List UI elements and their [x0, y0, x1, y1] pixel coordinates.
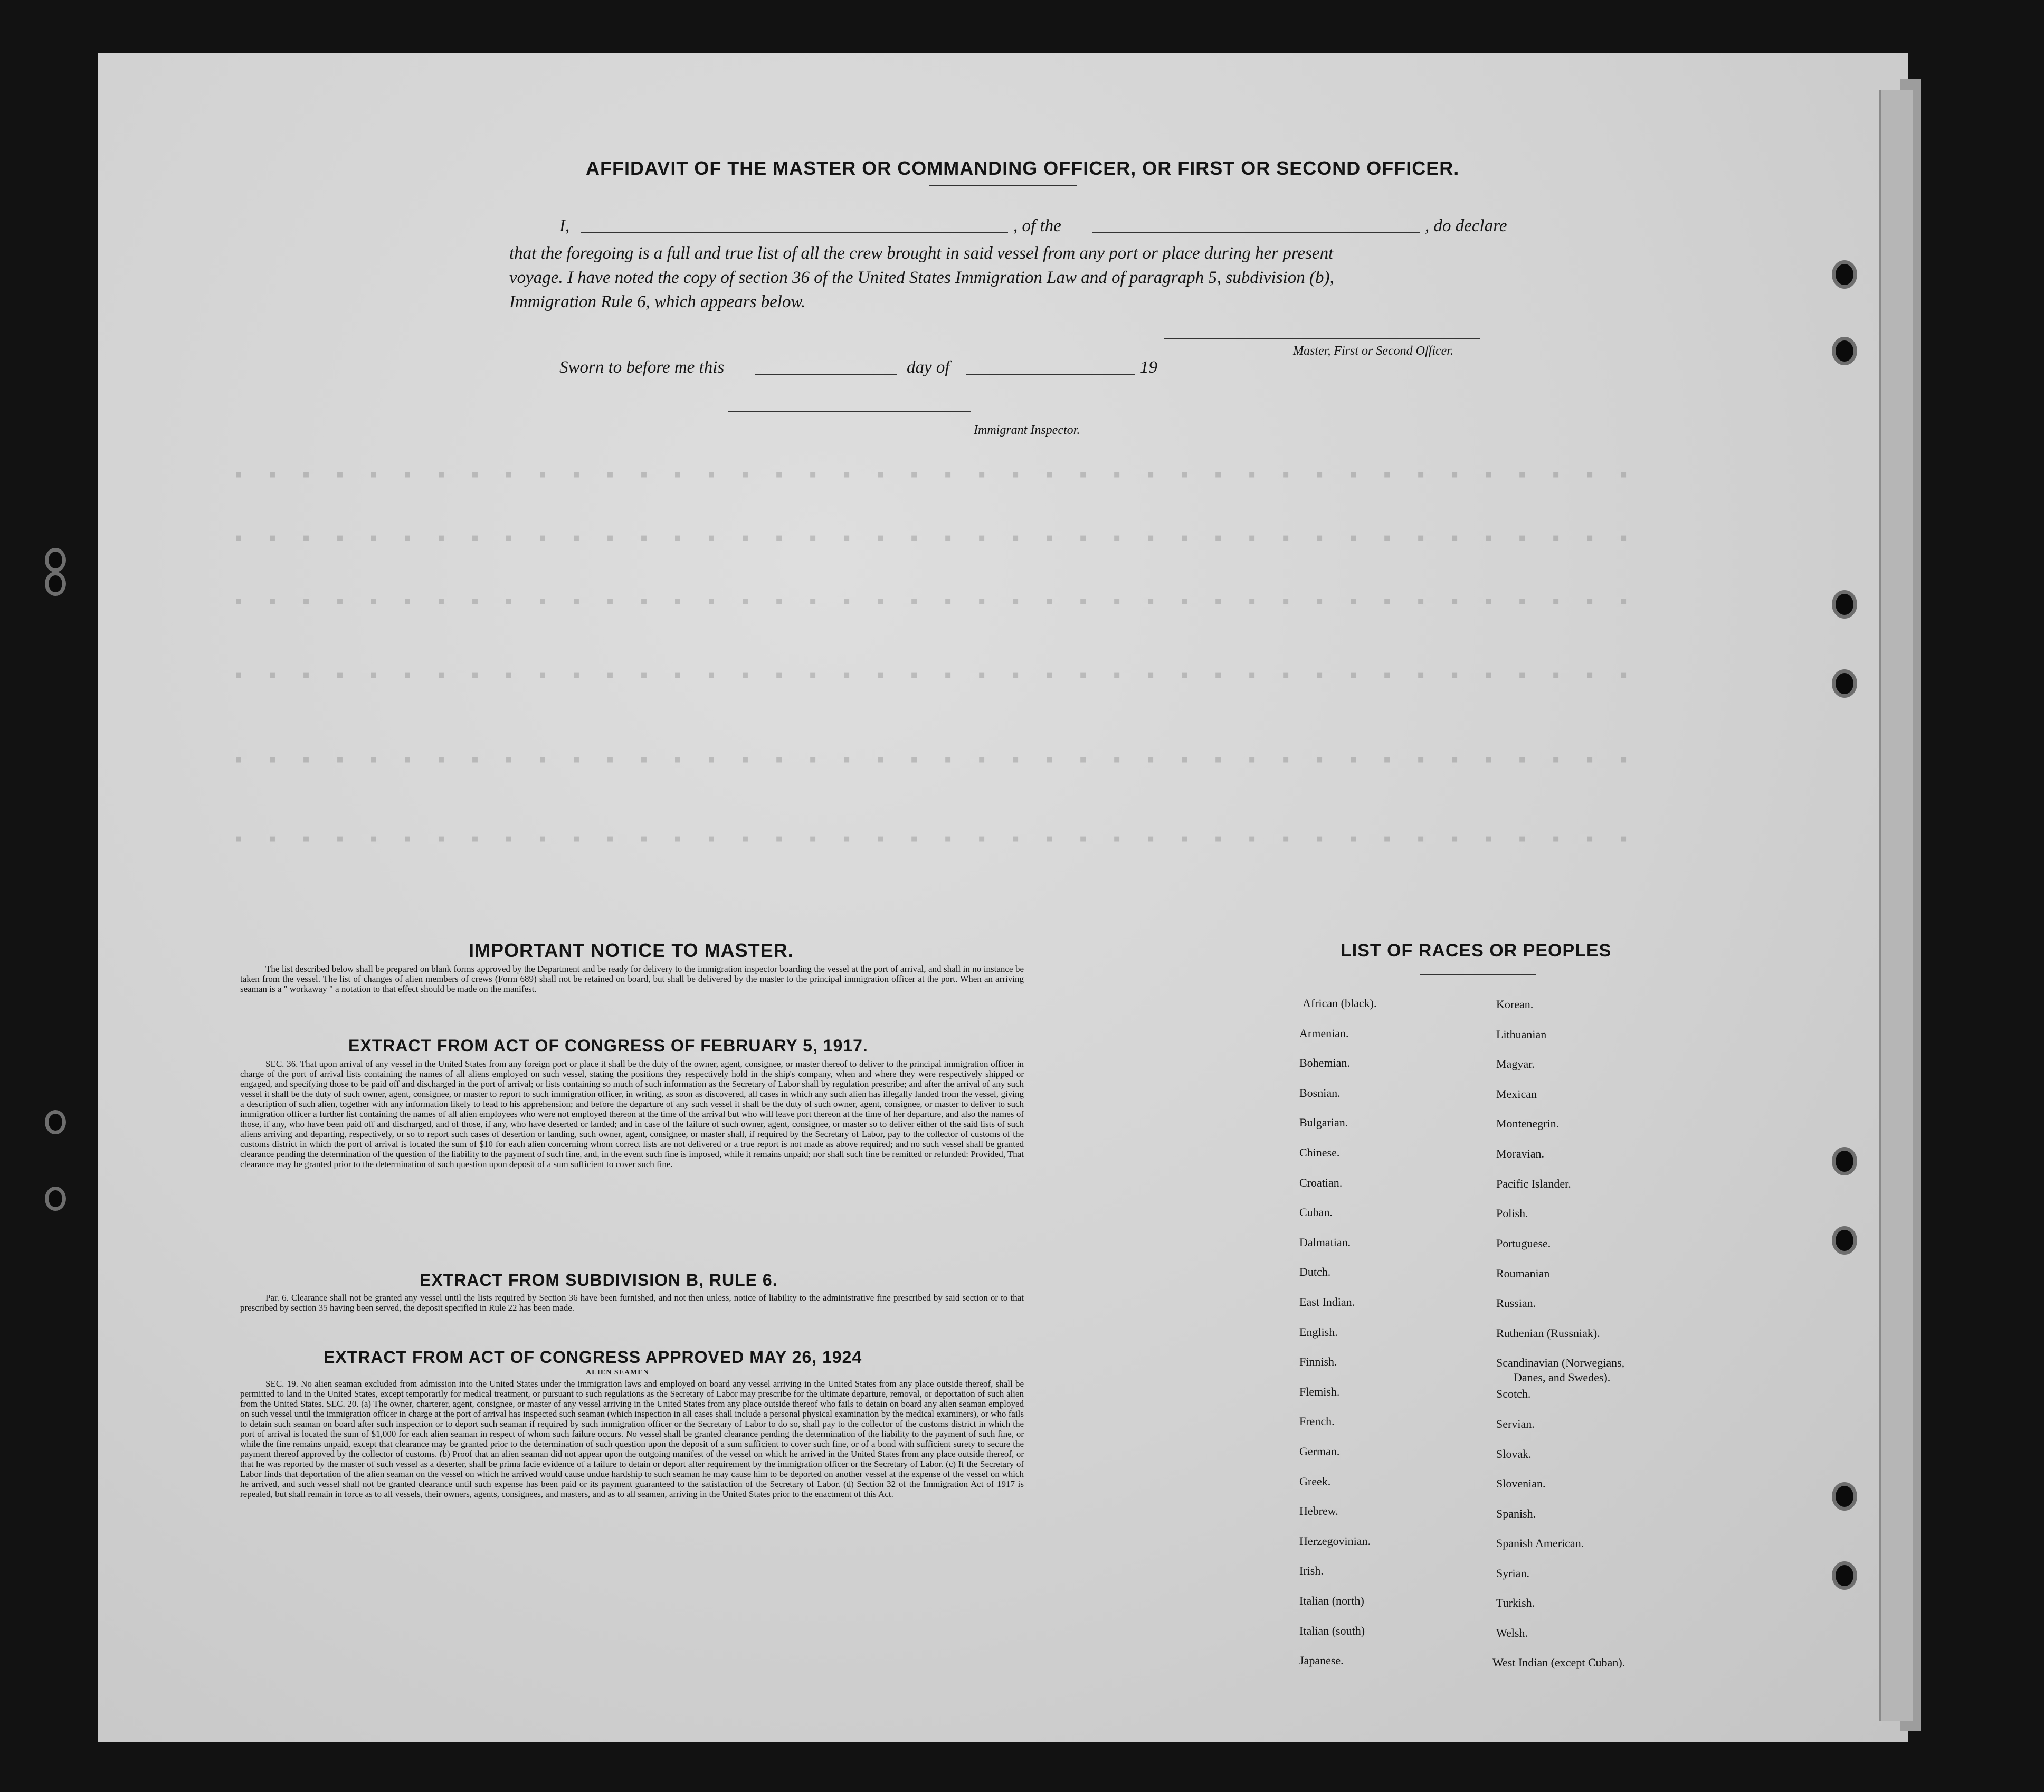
extract-rule6-body: Par. 6. Clearance shall not be granted any vessel until the lists required by Section 36 have been furnished, and not then unless, notice of liability to the administrative fine prescribed by said section or to that prescribed by section 35 having been served, the deposit specified in Rule 22 has been made.: [240, 1293, 1024, 1313]
race-item: Chinese.: [1299, 1146, 1340, 1159]
vessel-blank[interactable]: [1092, 232, 1420, 233]
affidavit-title: AFFIDAVIT OF THE MASTER OR COMMANDING OFFICER, OR FIRST OR SECOND OFFICER.: [586, 157, 1460, 179]
binder-hole: [1836, 1151, 1853, 1172]
binder-hole: [1836, 1565, 1853, 1586]
race-item: Italian (south): [1299, 1624, 1365, 1637]
affidavit-line-1: that the foregoing is a full and true list of all the crew brought in said vessel from any port or place during her present: [509, 244, 1334, 263]
race-item: Italian (north): [1299, 1594, 1364, 1607]
race-item: Croatian.: [1299, 1175, 1343, 1189]
affidavit-line-2: voyage. I have noted the copy of section 36 of the United States Immigration Law and of paragraph 5, subdivision (b),: [509, 268, 1334, 287]
race-item: Herzegovinian.: [1299, 1534, 1371, 1548]
sworn-text: Sworn to before me this: [559, 358, 725, 377]
binder-hole: [49, 575, 62, 592]
race-item: West Indian (except Cuban).: [1492, 1656, 1625, 1669]
name-blank[interactable]: [581, 232, 1008, 233]
race-item: Bohemian.: [1299, 1056, 1350, 1070]
race-item: Bulgarian.: [1299, 1116, 1348, 1130]
race-item: French.: [1299, 1415, 1335, 1428]
race-item: Scotch.: [1496, 1387, 1531, 1400]
binder-hole: [49, 552, 62, 568]
master-label: Master, First or Second Officer.: [1293, 344, 1453, 358]
race-item: Dutch.: [1299, 1265, 1331, 1279]
day-of-text: day of: [907, 358, 950, 377]
race-item: Irish.: [1299, 1564, 1324, 1578]
race-item: Scandinavian (Norwegians,: [1496, 1356, 1625, 1369]
extract-1917-title: EXTRACT FROM ACT OF CONGRESS OF FEBRUARY 5, 1917.: [348, 1036, 868, 1055]
race-item: Mexican: [1496, 1087, 1537, 1101]
race-item: Greek.: [1299, 1474, 1331, 1488]
binder-hole: [49, 1114, 62, 1131]
extract-1924-subtitle: ALIEN SEAMEN: [586, 1369, 649, 1377]
race-item: Korean.: [1496, 998, 1534, 1011]
extract-1924-body: SEC. 19. No alien seaman excluded from admission into the United States under the immigration laws and employed on board any vessel arriving in the United States from any place outside thereof, shall be permitted to land in the United States, except temporarily for medical treatment, or pursuant to such regulations as the Secretary of Labor may prescribe for the ultimate departure, removal, or deportation of such alien from the United States. SEC. 20. (a) The owner, charterer, agent, consignee, or master of any vessel arriving in the United States from any place outside thereof who fails to detain on board any alien seaman employed on such vessel until the immigration officer in charge at the port of arrival has inspected such seaman (which inspection in all cases shall include a personal physical examination by the medical examiners), or who fails to detain such seaman on board after such inspection or to deport such seaman if required by such immigration officer or the Secretary of Labor to do so, shall pay to the collector of the customs district in which the port of arrival is located the sum of $1,000 for each alien seaman in respect of whom such failure occurs. No vessel shall be granted clearance pending the determination of the liability to the payment of such fine, or while the fine remains unpaid, except that clearance may be granted prior to the determination of such question upon the deposit of a sum sufficient to cover such fine, or of a bond with sufficient surety to secure the payment thereof approved by the collector of customs. (b) Proof that an alien seaman did not appear upon the outgoing manifest of the vessel on which he arrived in the United States from any place outside thereof, or that he was reported by the master of such vessel as a deserter, shall be prima facie evidence of a failure to detain or deport after requirement by the immigration officer or the Secretary of Labor. (c) If the Secretary of Labor finds that deportation of the alien seaman on the vessel on which he arrived would cause undue hardship to such seaman he may cause him to be deported on another vessel at the expense of the vessel on which he arrived, and such vessel shall not be granted clearance until such expense has been paid or its payment guaranteed to the satisfaction of the Secretary of Labor. (d) Section 32 of the Immigration Act of 1917 is repealed, but shall remain in force as to all vessels, their owners, agents, consignees, and masters, and as to all seamen, arriving in the United States prior to the enactment of this Act.: [240, 1379, 1024, 1499]
race-item: English.: [1299, 1325, 1338, 1339]
race-item: Flemish.: [1299, 1385, 1340, 1398]
race-item: Moravian.: [1496, 1147, 1545, 1160]
race-item: East Indian.: [1299, 1295, 1355, 1309]
master-signature-line[interactable]: [1164, 338, 1480, 339]
races-title: LIST OF RACES OR PEOPLES: [1341, 941, 1612, 961]
race-item: Finnish.: [1299, 1355, 1337, 1369]
race-item: Russian.: [1496, 1296, 1536, 1310]
race-item: Montenegrin.: [1496, 1117, 1560, 1130]
extract-rule6-title: EXTRACT FROM SUBDIVISION B, RULE 6.: [420, 1270, 778, 1290]
race-item: Cuban.: [1299, 1206, 1333, 1219]
bleed-through-row: ▪▪▪▪▪▪▪▪▪▪▪▪▪▪▪▪▪▪▪▪▪▪▪▪▪▪▪▪▪▪▪▪▪▪▪▪▪▪▪▪▪▪: [232, 528, 1651, 552]
race-item: Slovak.: [1496, 1447, 1532, 1461]
race-item: Syrian.: [1496, 1567, 1529, 1580]
race-item: Portuguese.: [1496, 1237, 1551, 1250]
binder-hole: [1836, 594, 1853, 615]
extract-1924-title: EXTRACT FROM ACT OF CONGRESS APPROVED MAY 26, 1924: [324, 1348, 862, 1367]
binder-hole: [1836, 1486, 1853, 1507]
inspector-label: Immigrant Inspector.: [974, 423, 1080, 437]
race-item: Ruthenian (Russniak).: [1496, 1326, 1600, 1340]
race-item: Armenian.: [1299, 1026, 1349, 1040]
race-item: Danes, and Swedes).: [1514, 1371, 1611, 1384]
race-item: Dalmatian.: [1299, 1235, 1351, 1249]
affidavit-line-3: Immigration Rule 6, which appears below.: [509, 292, 806, 311]
sworn-month-blank[interactable]: [966, 374, 1135, 375]
race-item: Bosnian.: [1299, 1086, 1341, 1099]
races-title-rule: [1420, 974, 1536, 975]
inspector-signature-line[interactable]: [728, 411, 971, 412]
race-item: Turkish.: [1496, 1596, 1535, 1609]
race-item: Welsh.: [1496, 1626, 1528, 1639]
race-item: Magyar.: [1496, 1057, 1535, 1070]
race-item: Japanese.: [1299, 1654, 1344, 1667]
notice-body: The list described below shall be prepared on blank forms approved by the Department and be ready for delivery to the immigration inspector boarding the vessel at the port of arrival, and shall in no instance be taken from the vessel. The list of changes of alien members of crews (Form 689) shall not be retained on board, but shall be delivered by the master to the principal immigration officer at the port. When an arriving seaman is a " workaway " a notation to that effect should be made on the manifest.: [240, 964, 1024, 994]
affidavit-do-declare: , do declare: [1425, 216, 1507, 235]
bleed-through-row: ▪▪▪▪▪▪▪▪▪▪▪▪▪▪▪▪▪▪▪▪▪▪▪▪▪▪▪▪▪▪▪▪▪▪▪▪▪▪▪▪▪▪: [232, 750, 1651, 773]
race-item: Spanish.: [1496, 1507, 1536, 1520]
binder-hole: [1836, 1230, 1853, 1251]
binder-hole: [1836, 673, 1853, 694]
binder-hole: [1836, 264, 1853, 285]
bleed-through-row: ▪▪▪▪▪▪▪▪▪▪▪▪▪▪▪▪▪▪▪▪▪▪▪▪▪▪▪▪▪▪▪▪▪▪▪▪▪▪▪▪▪▪: [232, 591, 1651, 615]
affidavit-i: I,: [559, 216, 570, 235]
race-item: German.: [1299, 1445, 1340, 1458]
race-item: Polish.: [1496, 1207, 1528, 1220]
race-item: Servian.: [1496, 1417, 1535, 1430]
race-item: African (black).: [1303, 997, 1377, 1010]
race-item: Roumanian: [1496, 1267, 1550, 1280]
race-item: Slovenian.: [1496, 1477, 1546, 1490]
year-text: 19: [1140, 358, 1157, 377]
bleed-through-row: ▪▪▪▪▪▪▪▪▪▪▪▪▪▪▪▪▪▪▪▪▪▪▪▪▪▪▪▪▪▪▪▪▪▪▪▪▪▪▪▪▪▪: [232, 829, 1651, 852]
page-edge: [1879, 90, 1913, 1721]
binder-hole: [1836, 340, 1853, 362]
bleed-through-row: ▪▪▪▪▪▪▪▪▪▪▪▪▪▪▪▪▪▪▪▪▪▪▪▪▪▪▪▪▪▪▪▪▪▪▪▪▪▪▪▪▪▪: [232, 464, 1651, 488]
race-item: Hebrew.: [1299, 1504, 1338, 1518]
race-item: Spanish American.: [1496, 1537, 1584, 1550]
notice-title: IMPORTANT NOTICE TO MASTER.: [469, 940, 794, 961]
extract-1917-body: SEC. 36. That upon arrival of any vessel in the United States from any foreign port or place it shall be the duty of the owner, agent, consignee, or master thereof to deliver to the principal immigration officer in charge of the port of arrival lists containing the names of all aliens employed on such vessel, stating the positions they respectively hold in the ship's company, when and where they were respectively shipped or engaged, and specifying those to be paid off and discharged in the port of arrival; or lists containing so much of such information as the Secretary of Labor shall by regulation prescribe; and after the arrival of any such vessel it shall be the duty of such owner, agent, consignee, or master to report to such immigration officer, in writing, as soon as discovered, all cases in which any such alien has illegally landed from the vessel, giving a description of such alien, together with any information likely to lead to his apprehension; and before the departure of any such vessel it shall be the duty of such owner, agent, consignee, or master to deliver to such immigration officer a further list containing the names of all alien employees who were not employed thereon at the time of the arrival but who will leave port thereon at the time of her departure, and also the names of those, if any, who have been paid off and discharged, and of those, if any, who have deserted or landed; and in case of the failure of such owner, agent, consignee, or master so to deliver either of the said lists of such aliens arriving and departing, respectively, or so to report such cases of desertion or landing, such owner, agent, consignee, or master shall, if required by the Secretary of Labor, pay to the collector of customs of the customs district in which the port of arrival is located the sum of $10 for each alien concerning whom correct lists are not delivered or a true report is not made as above required; and no such vessel shall be granted clearance pending the determination of the question of the liability to the payment of such fine, and, in the event such fine is imposed, while it remains unpaid; nor shall such fine be remitted or refunded: Provided, That clearance may be granted prior to the determination of such question upon deposit of a sum sufficient to cover such fine.: [240, 1059, 1024, 1169]
title-rule: [929, 185, 1077, 186]
sworn-day-blank[interactable]: [755, 374, 897, 375]
race-item: Pacific Islander.: [1496, 1177, 1571, 1190]
race-item: Lithuanian: [1496, 1028, 1547, 1041]
binder-hole: [49, 1190, 62, 1207]
affidavit-of-the: , of the: [1013, 216, 1061, 235]
bleed-through-row: ▪▪▪▪▪▪▪▪▪▪▪▪▪▪▪▪▪▪▪▪▪▪▪▪▪▪▪▪▪▪▪▪▪▪▪▪▪▪▪▪▪▪: [232, 665, 1651, 689]
